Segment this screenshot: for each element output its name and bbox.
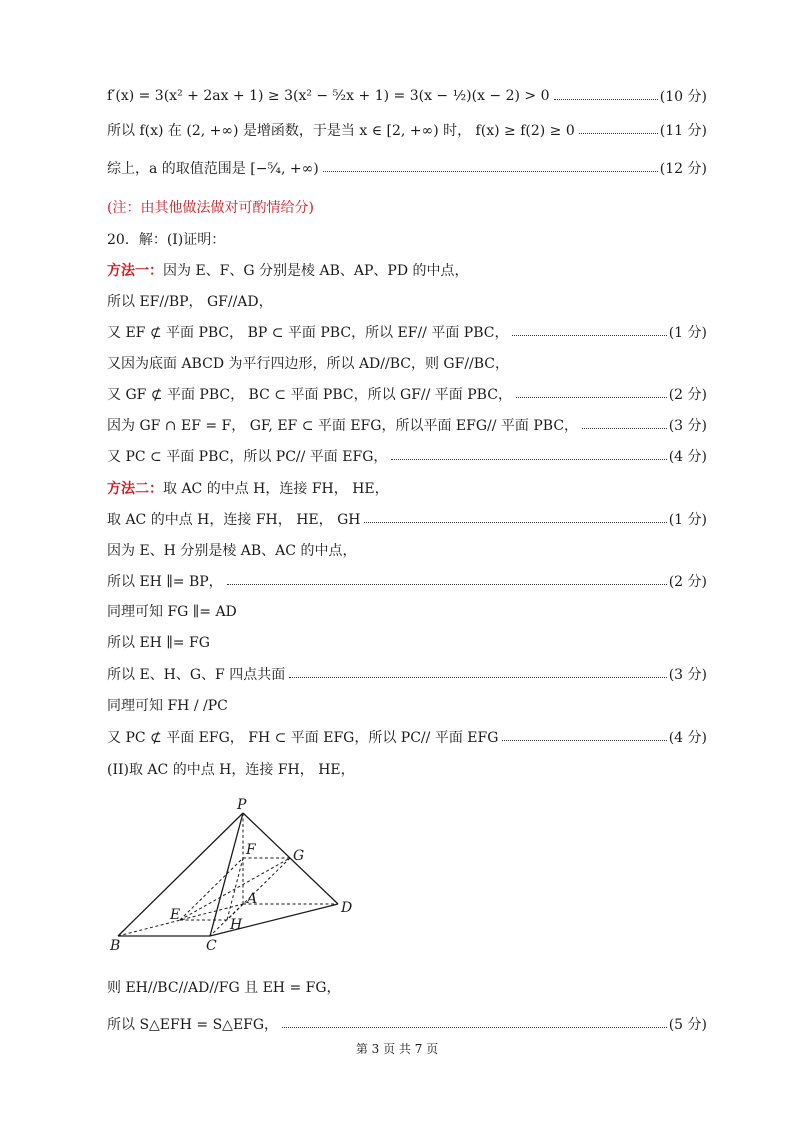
leader-dots [323, 171, 658, 172]
line-text: 取 AC 的中点 H，连接 FH， HE， [163, 481, 389, 497]
label-H: H [230, 917, 243, 933]
leader-dots [502, 740, 666, 741]
seg-GH [227, 858, 290, 920]
solution-line [107, 1012, 707, 1036]
line-text: 20．解：(Ⅰ)证明： [107, 232, 226, 248]
line-text: 因为 E、F、G 分别是棱 AB、AP、PD 的中点， [163, 263, 469, 279]
label-A: A [247, 891, 258, 907]
solution-line [107, 725, 707, 749]
score-mark: (2 分) [668, 387, 707, 403]
label-B: B [110, 938, 121, 954]
label-C: C [206, 938, 217, 954]
leader-dots [282, 1027, 667, 1028]
solution-line [107, 569, 707, 593]
label-D: D [341, 900, 353, 916]
leader-dots [391, 459, 666, 460]
line-text: 取 AC 的中点 H，连接 FH， HE， GH [107, 512, 361, 528]
method-label: 方法一： [107, 263, 163, 279]
solution-line [107, 693, 707, 717]
edge-PB [118, 813, 243, 936]
solution-line [107, 118, 707, 142]
leader-dots [582, 428, 667, 429]
leader-dots [579, 133, 658, 134]
line-text: 因为 GF ∩ EF = F， GF, EF ⊂ 平面 EFG，所以平面 EFG// 平面 PBC， [107, 418, 579, 434]
score-mark: (3 分) [668, 418, 707, 434]
line-text: f′(x) = 3(x² + 2ax + 1) ≥ 3(x² − ⁵⁄₂x + 1) = 3(x − ½)(x − 2) > 0 [107, 88, 550, 104]
line-text: 又 PC ⊄ 平面 EFG， FH ⊂ 平面 EFG，所以 PC// 平面 EFG [107, 730, 499, 746]
line-text: 所以 S△EFH = S△EFG， [107, 1017, 279, 1033]
solution-line [107, 599, 707, 623]
pyramid-figure [100, 795, 360, 955]
solution-line [107, 351, 707, 375]
score-mark: (4 分) [668, 730, 707, 746]
solution-line [107, 258, 707, 282]
label-P: P [237, 797, 247, 813]
line-text: 则 EH//BC//AD//FG 且 EH = FG， [107, 980, 341, 996]
solution-line [107, 507, 707, 531]
solution-line [107, 630, 707, 654]
solution-line [107, 227, 707, 251]
solution-line [107, 413, 707, 437]
solution-line [107, 444, 707, 468]
line-text: 又因为底面 ABCD 为平行四边形，所以 AD//BC，则 GF//BC， [107, 356, 510, 372]
line-text: 所以 EH ∥= FG [107, 635, 210, 651]
solution-line [107, 289, 707, 313]
leader-dots [289, 677, 666, 678]
line-text: (注：由其他做法做对可酌情给分) [107, 200, 314, 216]
solution-line [107, 538, 707, 562]
line-text: 所以 EF//BP， GF//AD， [107, 294, 273, 310]
line-text: (II)取 AC 的中点 H，连接 FH， HE， [107, 762, 355, 778]
seg-EF [180, 858, 243, 920]
solution-line [107, 975, 707, 999]
leader-dots [516, 397, 667, 398]
label-G: G [293, 848, 305, 864]
page-footer: 第 3 页 共 7 页 [355, 1042, 439, 1056]
line-text: 因为 E、H 分别是棱 AB、AC 的中点， [107, 543, 357, 559]
solution-line [107, 84, 707, 108]
line-text: 同理可知 FH / /PC [107, 698, 228, 714]
score-mark: (10 分) [659, 89, 707, 105]
seg-EG [180, 858, 290, 920]
line-text: 又 PC ⊂ 平面 PBC，所以 PC// 平面 EFG， [107, 449, 388, 465]
score-mark: (12 分) [659, 161, 707, 177]
line-text: 又 EF ⊄ 平面 PBC， BP ⊂ 平面 PBC，所以 EF// 平面 PBC， [107, 325, 509, 341]
solution-line [107, 757, 707, 781]
score-mark: (2 分) [668, 574, 707, 590]
method-label: 方法二： [107, 481, 163, 497]
solution-line [107, 195, 707, 219]
leader-dots [554, 99, 658, 100]
solution-line [107, 156, 707, 180]
leader-dots [512, 335, 666, 336]
leader-dots [227, 584, 667, 585]
line-text: 综上，a 的取值范围是 [−⁵⁄₄, +∞) [107, 161, 319, 177]
solution-line [107, 476, 707, 500]
score-mark: (5 分) [668, 1017, 707, 1033]
solution-line [107, 662, 707, 686]
line-text: 所以 f(x) 在 (2, +∞) 是增函数，于是当 x ∈ [2, +∞) 时， f(x) ≥ f(2) ≥ 0 [107, 123, 575, 139]
label-F: F [246, 842, 256, 858]
line-text: 又 GF ⊄ 平面 PBC， BC ⊂ 平面 PBC，所以 GF// 平面 PBC， [107, 387, 512, 403]
score-mark: (11 分) [659, 123, 707, 139]
score-mark: (1 分) [668, 512, 707, 528]
leader-dots [364, 522, 666, 523]
line-text: 所以 EH ∥= BP， [107, 574, 223, 590]
solution-line [107, 320, 707, 344]
score-mark: (4 分) [668, 449, 707, 465]
line-text: 同理可知 FG ∥= AD [107, 604, 237, 620]
score-mark: (1 分) [668, 325, 707, 341]
label-E: E [170, 907, 181, 923]
line-text: 所以 E、H、G、F 四点共面 [107, 667, 286, 683]
score-mark: (3 分) [668, 667, 707, 683]
solution-line [107, 382, 707, 406]
